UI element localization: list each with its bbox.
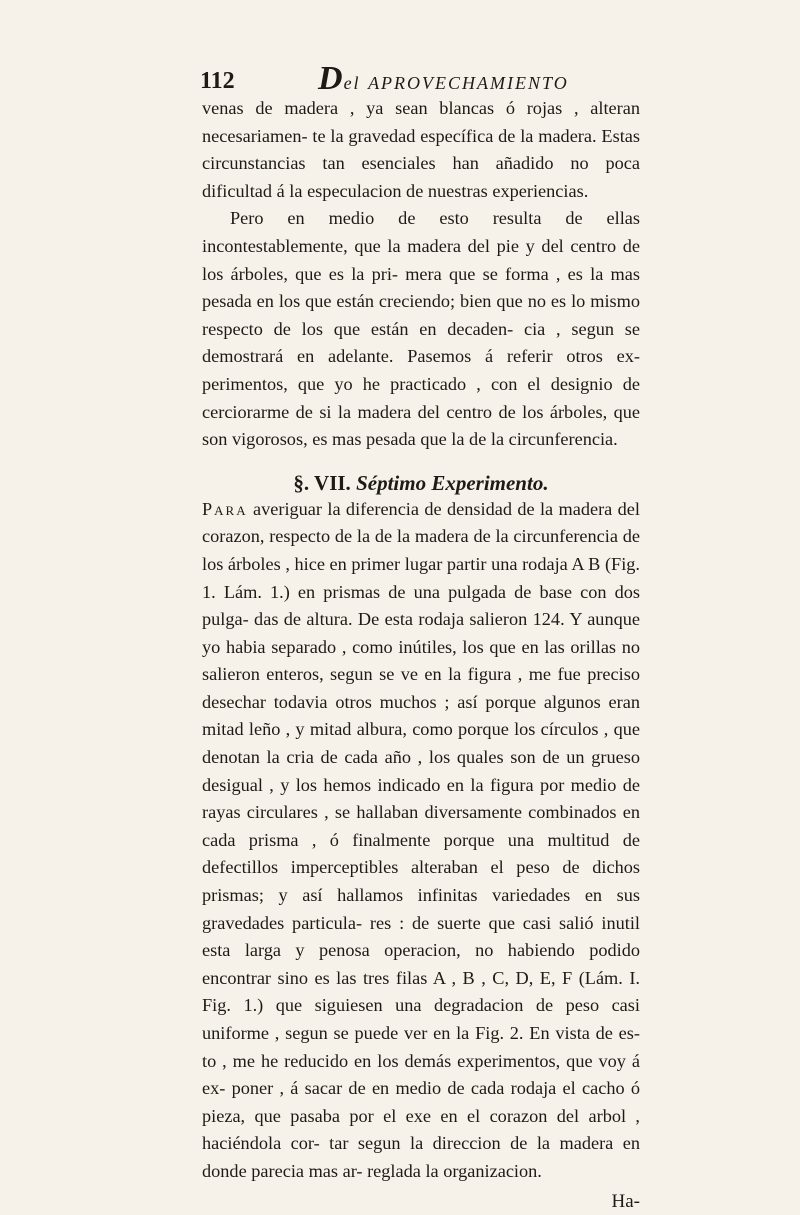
catchword: Ha- <box>611 1190 640 1212</box>
running-title <box>318 60 569 98</box>
section-number: §. VII. <box>293 470 351 495</box>
section-heading <box>202 470 640 496</box>
body-text <box>202 95 640 1215</box>
paragraph-3-text: averiguar la diferencia de densidad de la madera del corazon, respecto de la de la madera de la circunferencia de los árboles , hice en primer lugar partir una rodaja A B (Fig. 1. Lám. 1.) en prismas de una pulgada de base con dos pulga- das de altura. De esta rodaja salieron 124. Y aunque yo habia separado , como inútiles, los que en las orillas no salieron enteros, segun se ve en la figura , me fue preciso desechar todavia otros muchos ; así porque algunos eran mitad leño , y mitad albura, como porque los círculos , que denotan la cria de cada año , los quales son de un grueso desigual , y los hemos indicado en la figura por medio de rayas circulares , se hallaban diversamente combinados en cada prisma , ó finalmente porque una multitud de defectillos imperceptibles alteraban el peso de dichos prismas; y así hallamos infinitas variedades en sus gravedades particula- res : de suerte que casi salió inutil esta larga y penosa operacion, no habiendo podido encontrar sino es las tres filas A , B , C, D, E, F (Lám. I. Fig. 1.) que siguiesen una degradacion de peso casi uniforme , segun se puede ver en la Fig. 2. En vista de es- to , me he reducido en los demás experimentos, que voy á ex- poner , á sacar de en medio de cada rodaja el cacho ó pieza, que pasaba por el exe en el corazon del arbol , haciéndola cor- tar segun la direccion de la madera en donde parecia mas ar- reglada la organizacion. <box>202 498 640 1181</box>
section-title: Séptimo Experimento. <box>356 470 549 495</box>
running-head <box>200 60 600 100</box>
running-title-subject: APROVECHAMIENTO <box>368 73 569 93</box>
running-title-initial: D <box>318 60 344 97</box>
running-title-rest: el <box>343 73 361 93</box>
paragraph-3-lead: Para <box>202 498 248 519</box>
paragraph-1: venas de madera , ya sean blancas ó rojas , alteran necesariamen- te la gravedad específica de la madera. Estas circunstancias tan esenciales han añadido no poca dificultad á la especulacion de nuestras experiencias. <box>202 98 640 201</box>
page-number: 112 <box>200 68 235 94</box>
paragraph-3 <box>202 496 640 1186</box>
paragraph-2: Pero en medio de esto resulta de ellas incontestablemente, que la madera del pie y del centro de los árboles, que es la pri- mera que se forma , es la mas pesada en los que están creciendo; bien que no es lo mismo respecto de los que están en decaden- cia , segun se demostrará en adelante. Pasemos á referir otros ex- perimentos, que yo he practicado , con el designio de cerciorarme de si la madera del centro de los árboles, que son vigorosos, es mas pesada que la de la circunferencia. <box>202 208 640 450</box>
